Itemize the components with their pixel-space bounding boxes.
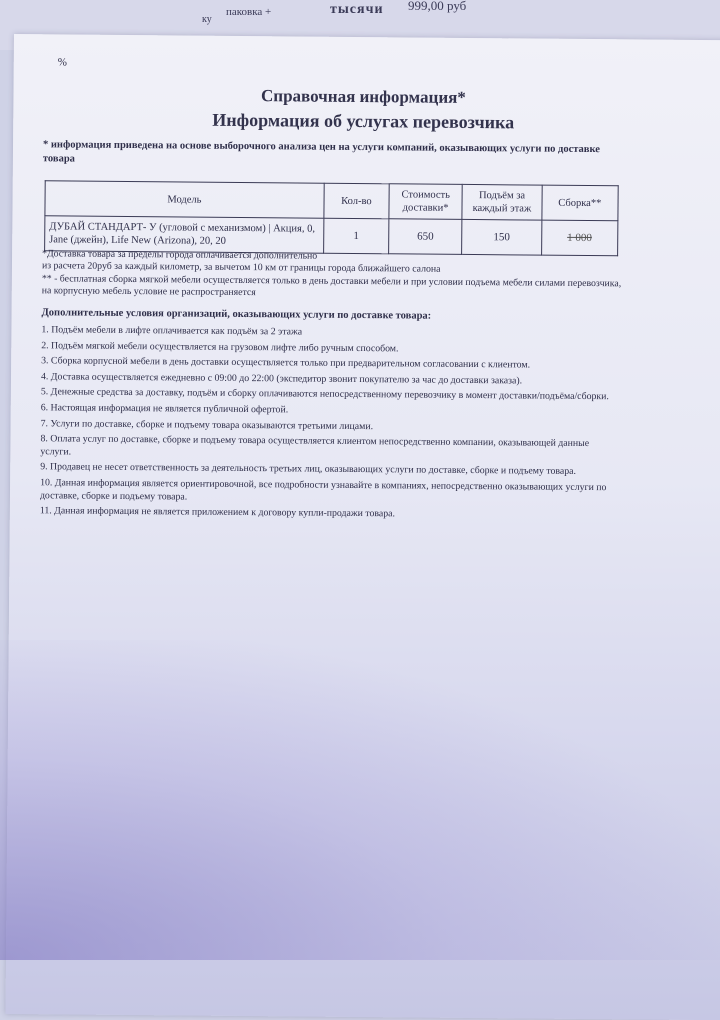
footnotes [42,248,622,303]
list-item: 1. Подъём мебели в лифте оплачивается как подъём за 2 этажа [41,324,303,338]
header-assembly: Сборка** [541,185,618,221]
table-header-row [45,181,618,221]
document-title: Справочная информация* [260,86,466,107]
intro-note: * информация приведена на основе выборочного анализа цен на услуги компаний, оказывающих услуги по доставке товара [42,139,600,165]
footnote-1: *Доставка товара за пределы города оплачивается дополнительно [42,248,318,262]
footnote-3: ** - бесплатная сборка мягкой мебели осуществляется только в день доставки мебели и при условии подъема мебели силами перевозчика, на корпусную мебель условие не распространяется [41,273,622,299]
header-model: Модель [45,181,324,218]
list-item: 10. Данная информация является ориентировочной, все подробности узнавайте в компаниях, непосредственно оказывающих услуги по доставке, сборке и подъему товара. [39,477,607,503]
background-text: 999,00 руб [408,0,467,13]
list-item: 4. Доставка осуществляется ежедневно с 09:00 до 22:00 (экспедитор звонит покупателю за час до доставки заказа). [40,371,523,387]
cell-delivery: 650 [389,219,463,255]
background-text: тысячи [330,2,384,17]
list-item: 3. Сборка корпусной мебели в день доставки осуществляется только при предварительном согласовании с клиентом. [41,355,531,371]
background-text: паковка + [226,6,272,18]
corner-mark: % [57,56,67,69]
conditions-list [40,324,618,526]
price-table [44,180,619,256]
list-item: 5. Денежные средства за доставку, подъём и сборку оплачиваются непосредственному перевозчику в момент доставки/подъёма/сборки. [40,386,609,403]
list-item: 8. Оплата услуг по доставке, сборке и подъему товара осуществляется клиентом непосредственно компании, оказывающей данные услуги. [40,433,590,458]
cell-qty: 1 [323,218,389,254]
cell-assembly [541,220,618,256]
assembly-value-struck: 1 000 [567,231,592,245]
list-item: 6. Настоящая информация не является публичной офертой. [40,402,289,416]
cell-lift: 150 [462,219,542,255]
list-item: 2. Подъём мягкой мебели осуществляется на грузовом лифте либо ручным способом. [41,339,399,354]
document-sheet [5,34,720,1020]
document-subtitle: Информация об услугах перевозчика [212,109,515,133]
background-text: ку [202,14,212,25]
header-lift: Подъём за каждый этаж [462,184,542,220]
conditions-title: Дополнительные условия организаций, оказывающих услуги по доставке товара: [41,307,432,322]
header-delivery: Стоимость доставки* [389,184,463,220]
header-qty: Кол-во [324,183,390,219]
list-item: 7. Услуги по доставке, сборке и подъему товара оказываются третьими лицами. [40,417,374,432]
list-item: 11. Данная информация не является приложением к договору купли-продажи товара. [39,505,395,520]
list-item: 9. Продавец не несет ответственность за деятельность третьих лиц, оказывающих услуги по доставке, сборке и подъему товара. [40,461,576,478]
footnote-2: из расчета 20руб за каждый километр, за вычетом 10 км от границы города ближайшего салона [41,260,441,276]
cell-model: ДУБАЙ СТАНДАРТ- У (угловой с механизмом) | Акция, 0, Jane (джейн), Life New (Arizona), 20, 20 [45,216,324,253]
